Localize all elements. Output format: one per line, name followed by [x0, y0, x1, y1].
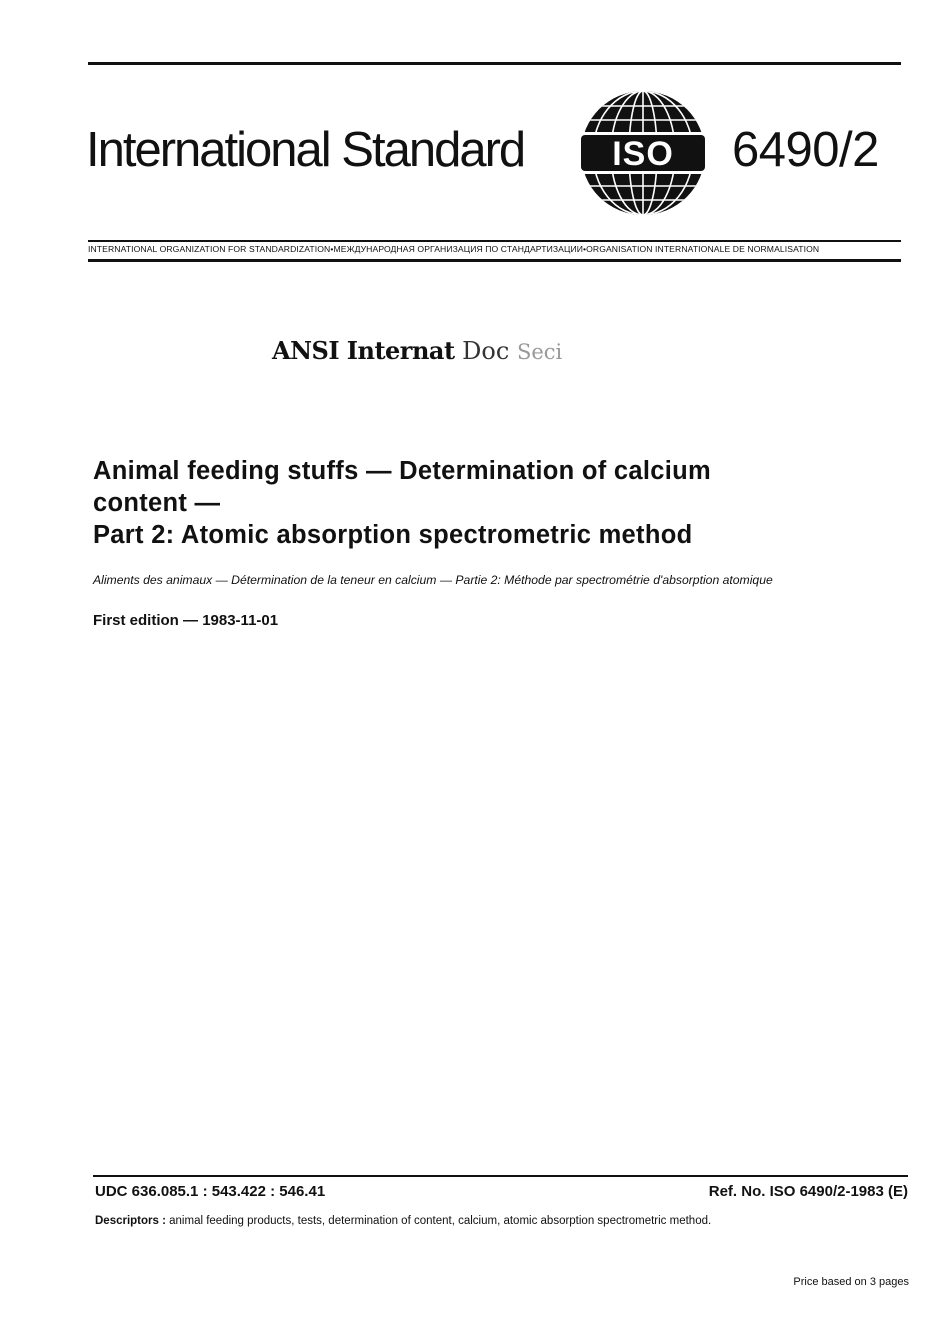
udc-code: UDC 636.085.1 : 543.422 : 546.41	[95, 1183, 326, 1200]
iso-logo-text: ISO	[612, 135, 674, 173]
edition-info	[93, 612, 278, 629]
top-rule	[88, 62, 901, 65]
header-title: International Standard	[86, 123, 525, 177]
edition-separator: —	[183, 612, 199, 629]
org-rule-top	[88, 240, 901, 242]
title-line-2: content —	[93, 489, 221, 517]
standard-number: 6490/2	[732, 123, 879, 177]
descriptors-label: Descriptors :	[95, 1215, 166, 1227]
descriptors	[95, 1215, 711, 1227]
footer-rule	[93, 1175, 908, 1177]
document-title	[93, 455, 853, 551]
organization-line: INTERNATIONAL ORGANIZATION FOR STANDARDIZATION•МЕЖДУНАРОДНАЯ ОРГАНИЗАЦИЯ ПО СТАНДАРТИЗАЦИИ•ORGANISATION INTERNATIONALE DE NORMALISATION	[88, 244, 820, 254]
ansi-stamp	[272, 336, 562, 365]
stamp-part-3: Doc	[462, 337, 510, 365]
iso-logo	[578, 88, 708, 218]
org-rule-bottom	[88, 259, 901, 262]
stamp-part-2: Internat	[346, 336, 455, 365]
stamp-part-1: ANSI	[272, 336, 340, 365]
price-note: Price based on 3 pages	[793, 1276, 909, 1288]
title-line-3: Part 2: Atomic absorption spectrometric method	[93, 521, 693, 549]
reference-number: Ref. No. ISO 6490/2-1983 (E)	[708, 1183, 908, 1200]
stamp-part-4: Seci	[516, 340, 563, 364]
edition-date: 1983-11-01	[202, 612, 279, 629]
edition-label: First edition	[93, 612, 179, 629]
french-title: Aliments des animaux — Détermination de la teneur en calcium — Partie 2: Méthode par spectrométrie d'absorption atomique	[93, 573, 773, 587]
title-line-1: Animal feeding stuffs — Determination of calcium	[93, 457, 711, 485]
descriptors-text: animal feeding products, tests, determination of content, calcium, atomic absorption spectrometric method.	[169, 1215, 712, 1227]
